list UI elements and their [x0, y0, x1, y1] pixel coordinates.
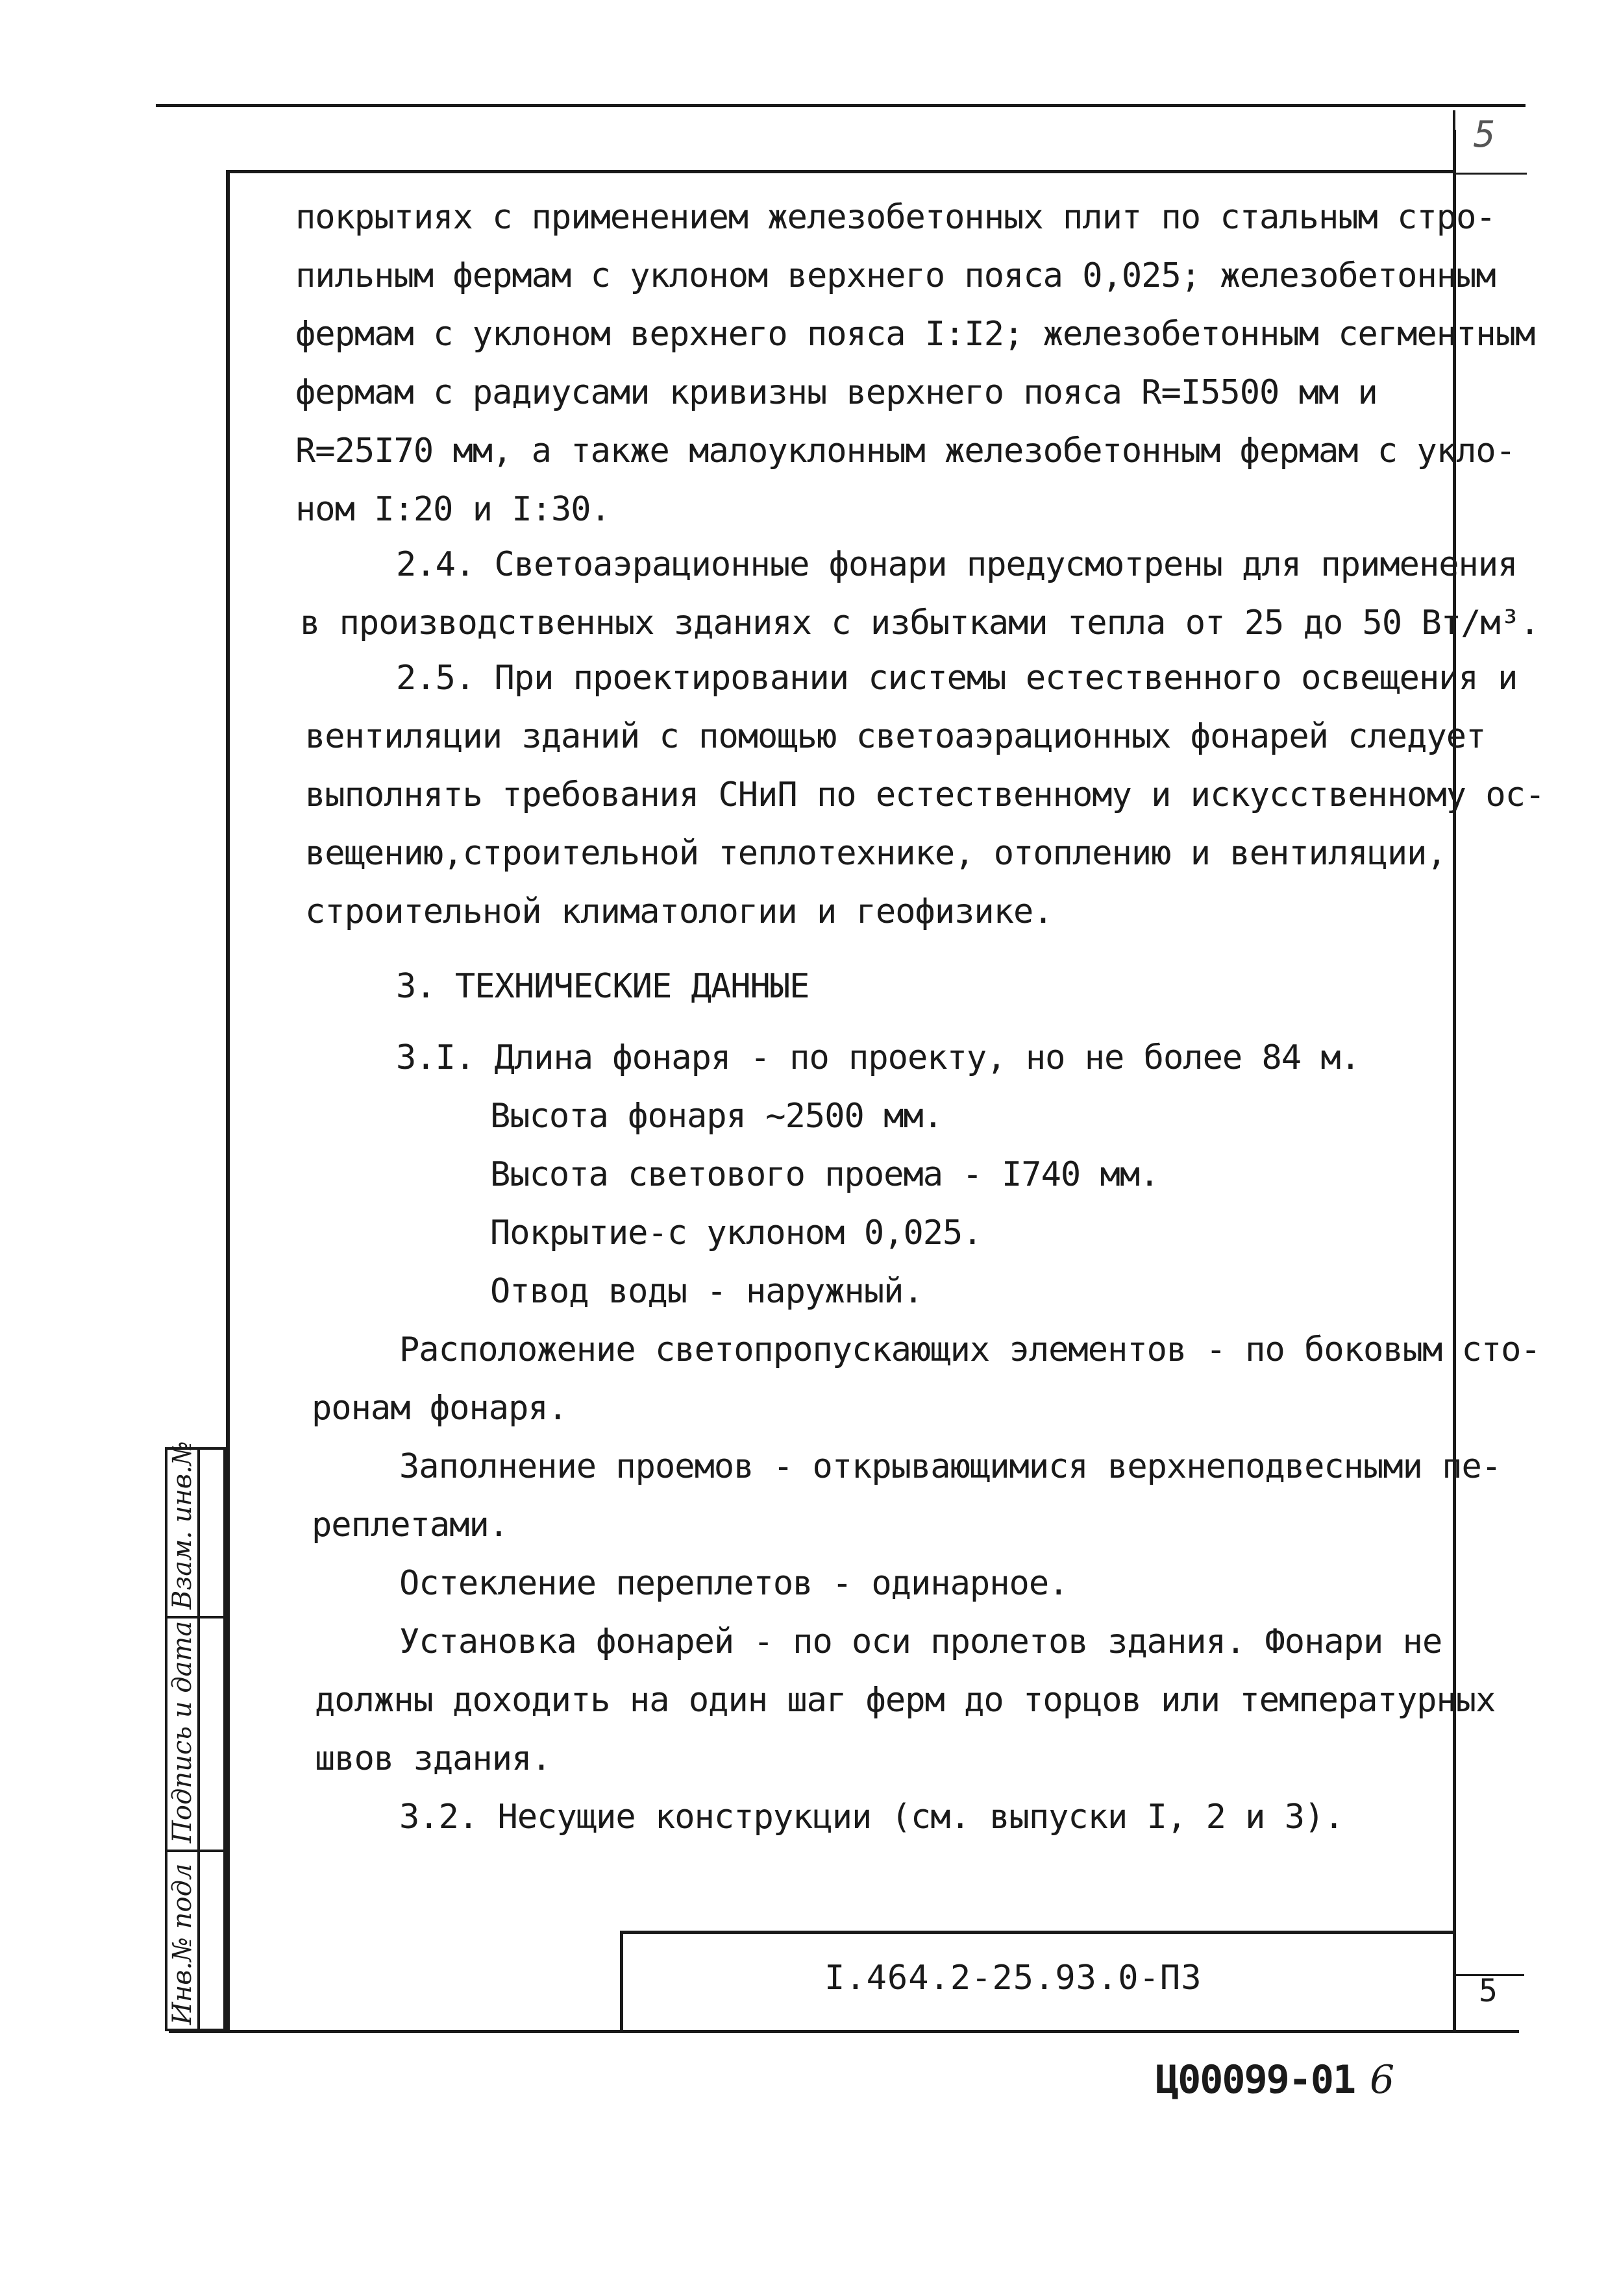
side-stamp-cell-line: [165, 1850, 226, 1852]
body-line: покрытиях с применением железобетонных плит по стальным стро-: [295, 198, 1496, 237]
body-line: ном I:20 и I:30.: [295, 490, 610, 529]
body-line: строительной климатологии и геофизике.: [305, 892, 1053, 931]
body-line: R=25I70 мм, а также малоуклонным железобетонным фермам с укло-: [295, 432, 1516, 470]
body-line: 2.4. Светоаэрационные фонари предусмотрены для применения: [396, 545, 1518, 584]
inventory-number: Ц00099-01: [1155, 2057, 1355, 2103]
body-line: Отвод воды - наружный.: [490, 1272, 923, 1311]
body-line: Высота светового проема - I740 мм.: [490, 1155, 1159, 1194]
stamp-inv-no: Инв.№ подл: [167, 1863, 197, 2025]
body-line: 2.5. При проектировании системы естественного освещения и: [396, 659, 1518, 698]
top-rule: [156, 104, 1526, 107]
body-line: 3.2. Несущие конструкции (см. выпуски I, 2 и 3).: [399, 1798, 1344, 1837]
body-line: Покрытие-с уклоном 0,025.: [490, 1214, 982, 1252]
frame-top-line: [226, 170, 1453, 173]
frame-right-line: [1453, 130, 1456, 2031]
body-line: должны доходить на один шаг ферм до торцов или температурных: [315, 1681, 1496, 1720]
body-line: фермам с радиусами кривизны верхнего пояса R=I5500 мм и: [295, 373, 1377, 412]
frame-left-line: [226, 170, 230, 2033]
body-line: в производственных зданиях с избытками тепла от 25 до 50 Вт/м³.: [300, 604, 1540, 642]
body-line: выполнять требования СНиП по естественному и искусственному ос-: [305, 776, 1545, 814]
body-line: Заполнение проемов - открывающимися верхнеподвесными пе-: [399, 1447, 1501, 1486]
body-line: реплетами.: [312, 1506, 509, 1545]
body-line: вещению,строительной теплотехнике, отоплению и вентиляции,: [305, 834, 1446, 873]
body-line: фермам с уклоном верхнего пояса I:I2; железобетонным сегментным: [295, 315, 1535, 354]
side-stamp-cell-line: [165, 1616, 226, 1618]
body-line: 3.I. Длина фонаря - по проекту, но не более 84 м.: [396, 1038, 1361, 1077]
body-line: ронам фонаря.: [312, 1389, 567, 1428]
side-stamp-divider: [197, 1447, 200, 2031]
document-code: I.464.2-25.93.0-ПЗ: [824, 1959, 1202, 1997]
body-line: Остекление переплетов - одинарное.: [399, 1564, 1069, 1603]
page-number-top: 5: [1474, 114, 1496, 156]
body-line: Установка фонарей - по оси пролетов здания. Фонари не: [399, 1622, 1442, 1661]
body-line: пильным фермам с уклоном верхнего пояса 0,025; железобетонным: [295, 256, 1496, 295]
stamp-replace-inv: Взам. инв.№: [167, 1441, 197, 1609]
stamp-sign-date: Подпись и дата: [167, 1620, 197, 1843]
body-line: швов здания.: [315, 1739, 551, 1778]
footer-page-number: 6: [1370, 2057, 1395, 2103]
body-line: Расположение светопропускающих элементов - по боковым сто-: [399, 1330, 1540, 1369]
body-line: Высота фонаря ~2500 мм.: [490, 1097, 943, 1136]
sheet-number: 5: [1479, 1973, 1498, 2009]
body-line: вентиляции зданий с помощью светоаэрационных фонарей следует: [305, 717, 1486, 756]
section-heading: 3. ТЕХНИЧЕСКИЕ ДАННЫЕ: [396, 967, 809, 1006]
